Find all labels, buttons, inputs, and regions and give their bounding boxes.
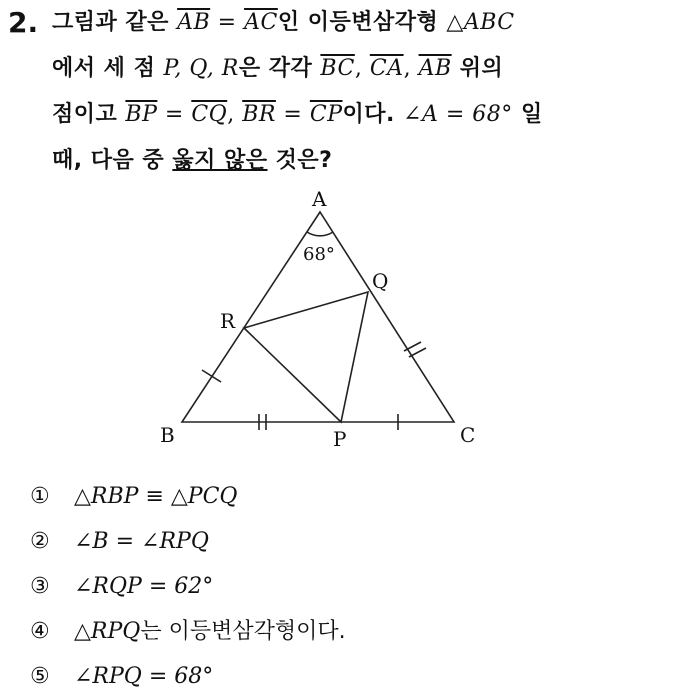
segment-cp: $\overline{CP}$ bbox=[309, 102, 343, 127]
tick-br bbox=[202, 370, 221, 382]
segment-ca: $\overline{CA}$ bbox=[369, 56, 404, 81]
stem-text: 그림과 같은 bbox=[52, 10, 178, 35]
choice-5[interactable] bbox=[30, 654, 346, 699]
choice-text bbox=[74, 524, 209, 560]
choice-text bbox=[74, 659, 213, 695]
stem-text: 때, 다음 중 bbox=[52, 148, 173, 173]
choice-math: ∠RPQ = 68° bbox=[74, 663, 214, 689]
answer-choices bbox=[30, 474, 346, 699]
stem-text: 위의 bbox=[451, 56, 504, 81]
negation-emphasis: 옳지 않은 bbox=[172, 148, 268, 173]
label-r: R bbox=[220, 309, 236, 333]
choice-3[interactable] bbox=[30, 564, 346, 609]
stem-text: 것은? bbox=[267, 148, 333, 173]
choice-math: ∠B = ∠RPQ bbox=[74, 528, 209, 554]
equals-sign: = bbox=[275, 102, 310, 127]
choice-math: ∠RQP = 62° bbox=[74, 573, 214, 599]
stem-text: 인 이등변삼각형 bbox=[277, 10, 447, 35]
segment-ab: $\overline{AB}$ bbox=[418, 56, 452, 81]
stem-text: 일 bbox=[512, 102, 543, 127]
choice-number: ④ bbox=[30, 618, 50, 644]
segment-ac: $\overline{AC}$ bbox=[244, 10, 278, 35]
choice-2[interactable] bbox=[30, 519, 346, 564]
comma: , bbox=[403, 56, 419, 81]
choice-number: ② bbox=[30, 528, 50, 554]
label-angle-a: 68° bbox=[303, 244, 335, 265]
choice-4[interactable] bbox=[30, 609, 346, 654]
segment-bc: $\overline{BC}$ bbox=[320, 56, 355, 81]
choice-number: ⑤ bbox=[30, 663, 50, 689]
label-a: A bbox=[312, 187, 327, 211]
choice-math: △RPQ bbox=[74, 618, 141, 644]
triangle-abc: △ABC bbox=[446, 10, 515, 35]
choice-1[interactable] bbox=[30, 474, 346, 519]
stem-text: 이다. bbox=[342, 102, 404, 127]
choice-text bbox=[74, 614, 346, 650]
segment-cq: $\overline{CQ}$ bbox=[191, 102, 228, 127]
question-stem bbox=[52, 8, 652, 192]
stem-text: 에서 세 점 bbox=[52, 56, 164, 81]
points-pqr: P, Q, R bbox=[163, 56, 239, 81]
question-number: 2. bbox=[8, 6, 39, 39]
choice-text bbox=[74, 569, 213, 605]
label-q: Q bbox=[372, 269, 389, 293]
choice-korean-text: 는 이등변삼각형이다. bbox=[140, 618, 346, 644]
stem-line-1 bbox=[52, 8, 652, 54]
label-p: P bbox=[333, 427, 347, 451]
choice-number: ③ bbox=[30, 573, 50, 599]
angle-a-arc bbox=[307, 232, 333, 236]
angle-a-value: ∠A = 68° bbox=[403, 102, 513, 127]
triangle-rpq-shape bbox=[244, 292, 368, 422]
stem-text: 점이고 bbox=[52, 102, 126, 127]
label-c: C bbox=[460, 423, 476, 447]
equals-sign: = bbox=[157, 102, 192, 127]
stem-text: 은 각각 bbox=[238, 56, 321, 81]
choice-number: ① bbox=[30, 483, 50, 509]
tick-cq-2 bbox=[409, 348, 426, 357]
segment-br: $\overline{BR}$ bbox=[242, 102, 276, 127]
label-b: B bbox=[160, 423, 175, 447]
choice-text bbox=[74, 479, 237, 515]
segment-ab: $\overline{AB}$ bbox=[177, 10, 211, 35]
segment-bp: $\overline{BP}$ bbox=[125, 102, 158, 127]
triangle-figure bbox=[150, 176, 510, 456]
comma: , bbox=[227, 102, 243, 127]
stem-line-2 bbox=[52, 54, 652, 100]
choice-math: △RBP ≡ △PCQ bbox=[74, 483, 238, 509]
stem-line-3 bbox=[52, 100, 652, 146]
comma: , bbox=[354, 56, 370, 81]
equals-sign: = bbox=[210, 10, 245, 35]
